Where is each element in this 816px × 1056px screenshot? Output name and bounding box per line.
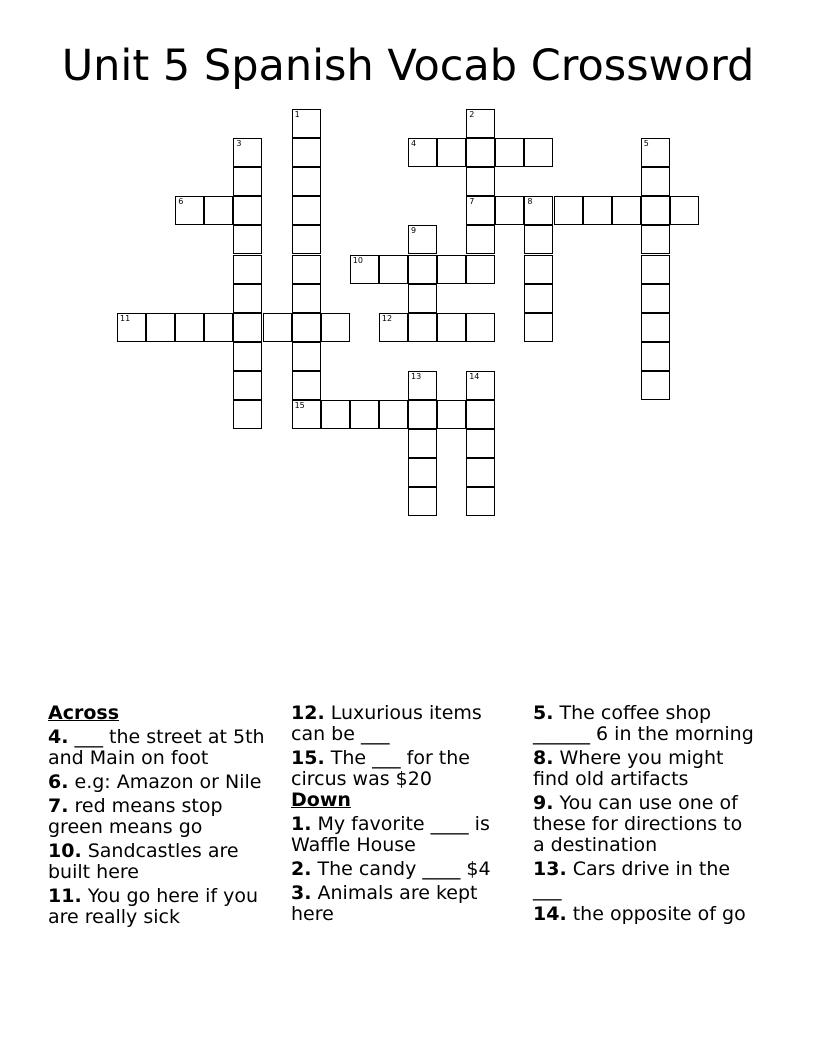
grid-cell[interactable] (350, 255, 379, 284)
grid-cell[interactable] (233, 400, 262, 429)
grid-cell[interactable] (408, 225, 437, 254)
clue-down-3: 3. Animals are kept here (291, 882, 478, 925)
grid-cell[interactable] (233, 225, 262, 254)
grid-cell[interactable] (641, 284, 670, 313)
grid-cell[interactable] (524, 138, 553, 167)
grid-cell[interactable] (524, 225, 553, 254)
grid-cell[interactable] (641, 196, 670, 225)
clue-across-10: 10. Sandcastles are built here (48, 840, 239, 883)
page-title: Unit 5 Spanish Vocab Crossword (61, 41, 755, 91)
grid-cell[interactable] (292, 109, 321, 138)
grid-cell[interactable] (466, 429, 495, 458)
grid-cell[interactable] (175, 313, 204, 342)
cell-number: 12 (381, 313, 393, 323)
clue-down-8: 8. Where you might find old artifacts (533, 747, 724, 790)
grid-cell[interactable] (408, 313, 437, 342)
grid-cell[interactable] (437, 138, 466, 167)
grid-cell[interactable] (437, 313, 466, 342)
cell-number: 4 (411, 139, 417, 149)
grid-cell[interactable] (466, 225, 495, 254)
grid-cell[interactable] (233, 167, 262, 196)
grid-cell[interactable] (233, 371, 262, 400)
grid-cell[interactable] (408, 284, 437, 313)
grid-cell[interactable] (233, 138, 262, 167)
cell-number: 11 (120, 313, 131, 323)
cell-number: 9 (411, 226, 417, 236)
grid-cell[interactable] (292, 342, 321, 371)
grid-cell[interactable] (408, 458, 437, 487)
grid-cell[interactable] (466, 400, 495, 429)
cell-number: 14 (469, 371, 480, 381)
grid-cell[interactable] (466, 138, 495, 167)
grid-cell[interactable] (466, 196, 495, 225)
clue-down-13: 13. Cars drive in the ___ (533, 858, 731, 901)
grid-cell[interactable] (321, 400, 350, 429)
grid-cell[interactable] (292, 313, 321, 342)
grid-cell[interactable] (641, 167, 670, 196)
grid-cell[interactable] (408, 400, 437, 429)
clue-down-2: 2. The candy ____ $4 (291, 858, 491, 880)
grid-cell[interactable] (524, 284, 553, 313)
grid-cell[interactable] (292, 284, 321, 313)
grid-cell[interactable] (466, 255, 495, 284)
cell-number: 5 (643, 139, 649, 149)
cell-number: 8 (527, 197, 533, 207)
clue-across-11: 11. You go here if you are really sick (48, 885, 259, 928)
grid-cell[interactable] (233, 284, 262, 313)
cell-number: 1 (294, 110, 300, 119)
grid-cell[interactable] (466, 167, 495, 196)
grid-cell[interactable] (612, 196, 641, 225)
grid-cell[interactable] (408, 255, 437, 284)
grid-cell[interactable] (641, 255, 670, 284)
grid-cell[interactable] (292, 371, 321, 400)
grid-cell[interactable] (466, 109, 495, 138)
clue-down-1: 1. My favorite ____ is Waffle House (291, 813, 490, 856)
cell-number: 13 (411, 371, 422, 381)
across-heading: Across (48, 702, 120, 724)
clue-across-15: 15. The ___ for the circus was $20 (291, 747, 470, 790)
grid-cell[interactable] (641, 138, 670, 167)
grid-cell[interactable] (524, 196, 553, 225)
grid-cell[interactable] (641, 225, 670, 254)
grid-cell[interactable] (204, 313, 233, 342)
grid-cell[interactable] (117, 313, 146, 342)
grid-cell[interactable] (408, 138, 437, 167)
grid-cell[interactable] (292, 138, 321, 167)
clue-down-9: 9. You can use one of these for directions to a destination (533, 792, 743, 856)
grid-cell[interactable] (292, 400, 321, 429)
grid-cell[interactable] (146, 313, 175, 342)
clue-down-5: 5. The coffee shop ______ 6 in the morning (533, 702, 754, 745)
grid-cell[interactable] (379, 255, 408, 284)
grid-cell[interactable] (233, 313, 262, 342)
grid-cell[interactable] (641, 342, 670, 371)
clues-column-1 (48, 703, 273, 928)
grid-cell[interactable] (641, 313, 670, 342)
clue-across-4: 4. ___ the street at 5th and Main on foot (48, 726, 265, 769)
grid-cell[interactable] (466, 487, 495, 516)
clue-across-6: 6. e.g: Amazon or Nile (48, 771, 262, 793)
grid-cell[interactable] (292, 167, 321, 196)
grid-cell[interactable] (350, 400, 379, 429)
grid-cell[interactable] (379, 313, 408, 342)
grid-cell[interactable] (292, 225, 321, 254)
grid-cell[interactable] (583, 196, 612, 225)
grid-cell[interactable] (292, 196, 321, 225)
clues-column-2 (291, 703, 501, 925)
grid-cell[interactable] (437, 400, 466, 429)
cell-number: 7 (469, 197, 475, 207)
grid-cell[interactable] (233, 255, 262, 284)
grid-cell[interactable] (466, 458, 495, 487)
grid-cell[interactable] (321, 313, 350, 342)
grid-cell[interactable] (495, 138, 524, 167)
grid-cell[interactable] (233, 342, 262, 371)
grid-cell[interactable] (408, 487, 437, 516)
clue-across-12: 12. Luxurious items can be ___ (291, 702, 482, 745)
grid-cell[interactable] (437, 255, 466, 284)
grid-cell[interactable] (524, 313, 553, 342)
grid-cell[interactable] (175, 196, 204, 225)
grid-cell[interactable] (466, 313, 495, 342)
grid-cell[interactable] (554, 196, 583, 225)
grid-cell[interactable] (379, 400, 408, 429)
grid-cell[interactable] (292, 255, 321, 284)
grid-cell[interactable] (408, 429, 437, 458)
cell-number: 15 (294, 401, 305, 410)
grid-cell[interactable] (670, 196, 699, 225)
grid-cell[interactable] (495, 196, 524, 225)
grid-cell[interactable] (466, 371, 495, 400)
clue-across-7: 7. red means stop green means go (48, 795, 223, 838)
grid-cell[interactable] (524, 255, 553, 284)
clues-column-3 (533, 703, 758, 925)
down-heading: Down (291, 789, 351, 811)
grid-cell[interactable] (233, 196, 262, 225)
cell-number: 6 (178, 197, 184, 207)
cell-number: 2 (469, 110, 475, 119)
cell-number: 3 (236, 139, 242, 149)
clue-down-14: 14. the opposite of go (533, 903, 746, 925)
cell-number: 10 (352, 255, 363, 265)
grid-cell[interactable] (263, 313, 292, 342)
grid-cell[interactable] (408, 371, 437, 400)
grid-cell[interactable] (204, 196, 233, 225)
grid-cell[interactable] (641, 371, 670, 400)
